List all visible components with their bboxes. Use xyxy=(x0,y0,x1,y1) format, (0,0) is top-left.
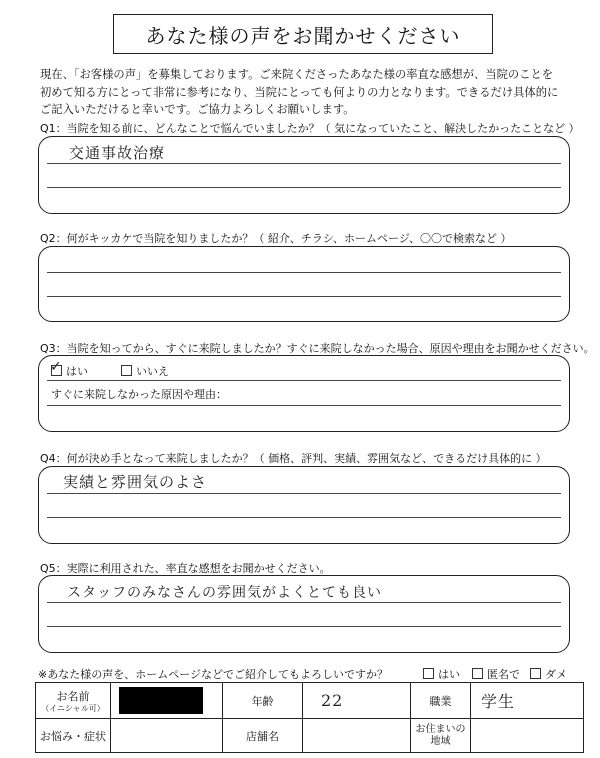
job-label: 職業 xyxy=(411,683,471,719)
name-sublabel: （イニシャル可） xyxy=(41,703,105,713)
publish-option-anonymous[interactable] xyxy=(472,666,520,682)
name-field[interactable] xyxy=(111,683,223,719)
checkbox-icon[interactable] xyxy=(472,668,483,679)
q5-answer-box[interactable] xyxy=(38,575,570,653)
ruled-line xyxy=(47,187,561,188)
age-field[interactable] xyxy=(303,683,411,719)
q3-option-yes[interactable] xyxy=(50,359,88,379)
q5-handwritten-answer: スタッフのみなさんの雰囲気がよくとても良い xyxy=(67,585,382,601)
checkbox-icon[interactable] xyxy=(423,668,434,679)
q4-answer-box[interactable] xyxy=(38,466,570,544)
checkmark-icon: ✓ xyxy=(50,359,62,375)
q5-label: Q5：実際に利用された、率直な感想をお聞かせください。 xyxy=(40,562,331,575)
job-value: 学生 xyxy=(481,692,516,711)
redaction-block xyxy=(119,687,203,714)
ruled-line xyxy=(47,493,561,494)
publish-option-yes-label: はい xyxy=(438,668,460,681)
ruled-line xyxy=(47,163,561,164)
age-label: 年齢 xyxy=(223,683,303,719)
q3-sublabel: すぐに来院しなかった原因や理由： xyxy=(51,388,227,401)
name-label-cell xyxy=(36,683,111,719)
job-field[interactable] xyxy=(471,683,584,719)
q3-option-no[interactable] xyxy=(121,363,169,379)
intro-text: 現在、「お客様の声」を募集しております。ご来院くださったあなた様の率直な感想が、当院のことを 初めて知る方にとって非常に参考になり、当院にとっても何よりの力となります。できるだけ具体的に ご記入いただけると幸いです。ご協力よろしくお願いします。 xyxy=(40,68,559,116)
publish-question: ※あなた様の声を、ホームページなどでご紹介してもよろしいですか？ xyxy=(38,668,388,681)
store-label: 店舗名 xyxy=(223,719,303,753)
publish-option-anonymous-label: 匿名で xyxy=(487,668,520,681)
q3-answer-box[interactable] xyxy=(38,355,570,432)
checkbox-icon[interactable] xyxy=(50,359,62,376)
q4-handwritten-answer: 実績と雰囲気のよさ xyxy=(63,473,208,491)
checkbox-icon[interactable] xyxy=(121,365,132,376)
area-field[interactable] xyxy=(471,719,584,753)
q3-label: Q3：当院を知ってから、すぐに来院しましたか？すぐに来院しなかった場合、原因や理由をお聞かせください。 xyxy=(40,342,595,355)
area-label: お住まいの地域 xyxy=(411,719,471,753)
q3-option-yes-label: はい xyxy=(66,365,88,378)
store-field[interactable] xyxy=(303,719,411,753)
publish-option-yes[interactable] xyxy=(423,666,460,682)
q1-answer-box[interactable] xyxy=(38,136,570,214)
ruled-line xyxy=(47,517,561,518)
q3-option-no-label: いいえ xyxy=(136,365,169,378)
q4-label: Q4：何が決め手となって来院しましたか？（ 価格、評判、実績、雰囲気など、できるだけ具体的に ） xyxy=(40,452,547,465)
age-value: 22 xyxy=(321,691,344,710)
ruled-line xyxy=(47,296,561,297)
publish-option-no-label: ダメ xyxy=(545,668,567,681)
ruled-line xyxy=(47,626,561,627)
respondent-info-table xyxy=(35,682,584,753)
concern-label: お悩み・症状 xyxy=(36,719,111,753)
q1-label: Q1：当院を知る前に、どんなことで悩んでいましたか？（ 気になっていたこと、解決したかったことなど ） xyxy=(40,122,580,135)
checkbox-icon[interactable] xyxy=(530,668,541,679)
q1-handwritten-answer: 交通事故治療 xyxy=(69,144,166,162)
concern-field[interactable] xyxy=(111,719,223,753)
publish-option-no[interactable] xyxy=(530,666,567,682)
ruled-line xyxy=(47,405,561,406)
name-label: お名前 xyxy=(56,689,90,703)
ruled-line xyxy=(47,602,561,603)
ruled-line xyxy=(47,380,561,381)
q2-label: Q2：何がキッカケで当院を知りましたか？（ 紹介、チラシ、ホームページ、〇〇で検索など ） xyxy=(40,232,512,245)
ruled-line xyxy=(47,272,561,273)
q2-answer-box[interactable] xyxy=(38,246,570,322)
form-title: あなた様の声をお聞かせください xyxy=(113,14,493,54)
